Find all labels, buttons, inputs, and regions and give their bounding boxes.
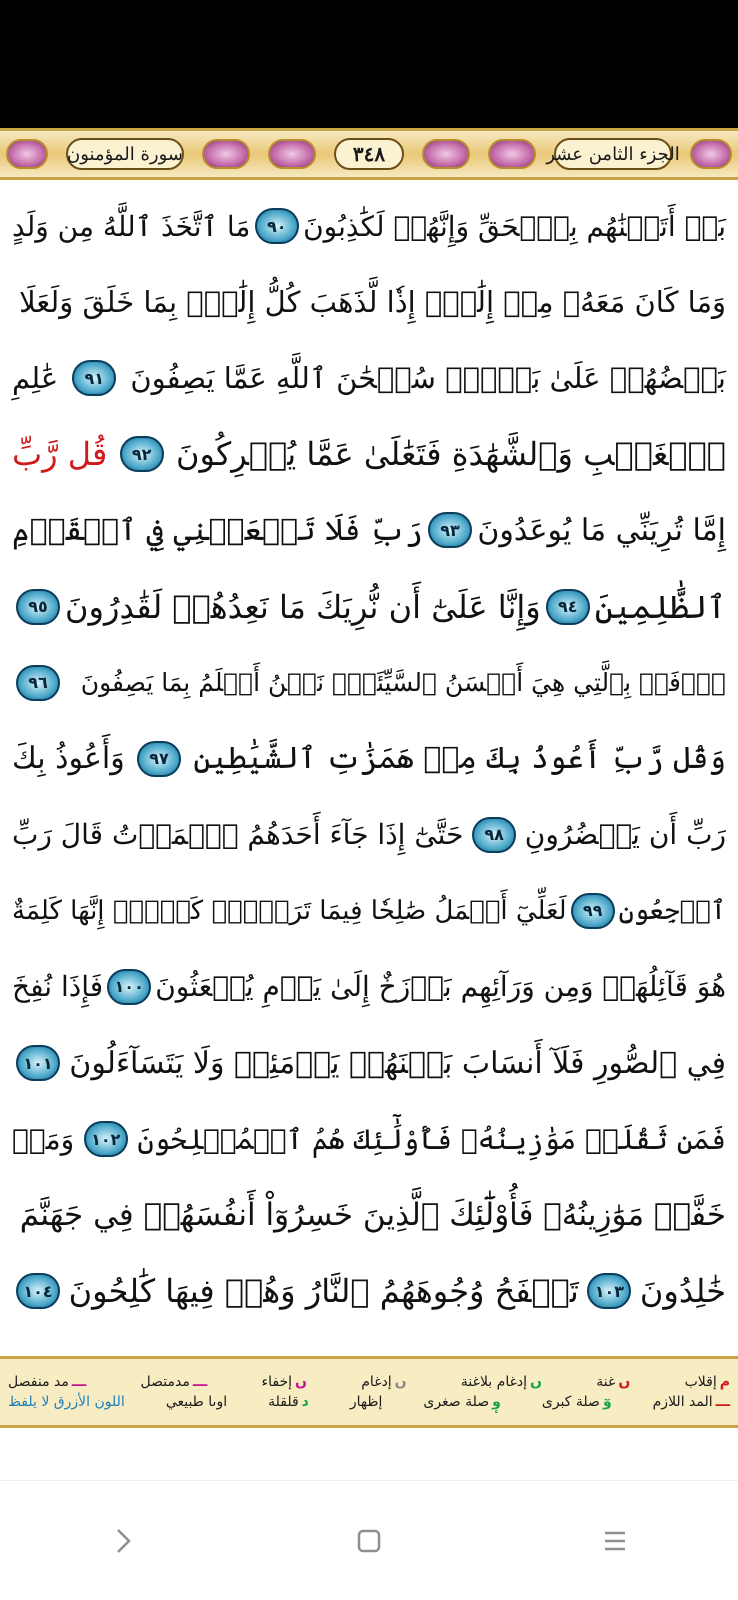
- square-icon: [355, 1527, 383, 1555]
- legend-label: مد منفصل: [8, 1374, 69, 1390]
- legend-label: صلة كبرى: [541, 1394, 600, 1410]
- legend-item: [361, 1374, 406, 1390]
- verse-line: [6, 645, 732, 721]
- ayah-number-marker[interactable]: ٩٦: [16, 665, 60, 701]
- legend-swatch-icon: ں: [618, 1374, 631, 1390]
- verse-text-segment: مَا ٱتَّخَذَ ٱللَّهُ مِن وَلَدٍ: [12, 209, 251, 243]
- ayah-number-marker[interactable]: ٩١: [72, 360, 116, 396]
- legend-item: [685, 1374, 730, 1390]
- legend-swatch-icon: ں: [394, 1374, 407, 1390]
- system-nav-bar: [0, 1480, 738, 1600]
- legend-item: [653, 1394, 730, 1410]
- legend-label: غنة: [596, 1374, 616, 1390]
- verse-line: [6, 1025, 732, 1101]
- ayah-number-marker[interactable]: ٩٠: [255, 208, 299, 244]
- legend-label: اوىا طبيعي: [165, 1394, 228, 1410]
- verse-text-segment: بَعۡضُهُمۡ عَلَىٰ بَعۡضٖۚ سُبۡحَٰنَ ٱللَّهِ عَمَّا يَصِفُونَ: [130, 361, 726, 396]
- ayah-number-marker[interactable]: ١٠٠: [107, 969, 151, 1005]
- status-bar: [0, 0, 738, 128]
- verse-text-segment: حَتَّىٰٓ إِذَا جَآءَ أَحَدَهُمُ ٱلۡمَوۡتُ قَالَ رَبِّ: [12, 818, 464, 852]
- legend-label: المد اللازم: [652, 1394, 713, 1410]
- verse-text-segment: رَبِّ فَلَا تَجۡعَلۡنِي فِي ٱلۡقَوۡمِ: [12, 512, 423, 548]
- verse-line: [6, 568, 732, 644]
- ornament-icon: [6, 139, 48, 169]
- chevron-right-icon: [112, 1526, 134, 1556]
- legend-label: قلقلة: [268, 1394, 299, 1410]
- legend-item: [461, 1374, 542, 1390]
- verse-line: [6, 721, 732, 797]
- verse-line: [6, 264, 732, 340]
- legend-label: إدغام بلاغنة: [460, 1374, 528, 1390]
- ayah-number-marker[interactable]: ١٠٢: [84, 1121, 128, 1157]
- menu-lines-icon: [601, 1527, 629, 1555]
- verse-text-segment: عَٰلِمِ: [12, 361, 59, 396]
- ayah-number-marker[interactable]: ٩٣: [428, 512, 472, 548]
- legend-swatch-icon: ـــ: [715, 1394, 730, 1410]
- ayah-number-marker[interactable]: ٩٧: [137, 741, 181, 777]
- page-number: ٣٤٨: [334, 138, 404, 170]
- legend-item: [596, 1374, 630, 1390]
- legend-label: إخفاء: [261, 1374, 293, 1390]
- verse-line: [6, 340, 732, 416]
- legend-swatch-icon: ـــ: [71, 1374, 87, 1390]
- verse-text-segment: ٱلظَّٰلِمِينَ: [594, 587, 726, 626]
- legend-swatch-icon: م: [719, 1374, 730, 1390]
- legend-label: إدغام: [361, 1374, 392, 1390]
- legend-swatch-icon: د: [301, 1394, 309, 1410]
- verse-line: [6, 873, 732, 949]
- legend-row: [8, 1374, 730, 1390]
- verse-line: [6, 1253, 732, 1329]
- legend-swatch-icon: ـــ: [192, 1374, 208, 1390]
- verse-text-segment: ٱدۡفَعۡ بِٱلَّتِي هِيَ أَحۡسَنُ ٱلسَّيِّئَةَۚ نَحۡنُ أَعۡلَمُ بِمَا يَصِفُونَ: [80, 668, 726, 698]
- surah-label: سورة المؤمنون: [66, 138, 184, 170]
- legend-label: إظهار: [349, 1394, 383, 1410]
- nav-back-button[interactable]: [93, 1511, 153, 1571]
- legend-label: مدمتصل: [140, 1374, 190, 1390]
- ayah-number-marker[interactable]: ١٠١: [16, 1045, 60, 1081]
- verse-line: [6, 1101, 732, 1177]
- legend-item: [268, 1394, 309, 1410]
- verse-text-segment: خَفَّتۡ مَوَٰزِينُهُۥ فَأُوْلَٰٓئِكَ ٱلَّذِينَ خَسِرُوٓاْ أَنفُسَهُمۡ فِي جَهَنَّمَ: [19, 1197, 726, 1234]
- verse-line: [6, 416, 732, 492]
- ornament-icon: [690, 139, 732, 169]
- nav-recents-button[interactable]: [585, 1511, 645, 1571]
- legend-item: [350, 1394, 383, 1410]
- verse-text-segment: فِي ٱلصُّورِ فَلَآ أَنسَابَ بَيۡنَهُمۡ يَوۡمَئِذٖ وَلَا يَتَسَآءَلُونَ: [69, 1045, 726, 1081]
- ayah-number-marker[interactable]: ٩٤: [546, 589, 590, 625]
- ayah-number-marker[interactable]: ٩٨: [472, 817, 516, 853]
- ayah-number-marker[interactable]: ٩٩: [571, 893, 615, 929]
- verse-text-segment: هُوَ قَآئِلُهَاۖ وَمِن وَرَآئِهِم بَرۡزَخٌ إِلَىٰ يَوۡمِ يُبۡعَثُونَ: [155, 970, 726, 1004]
- legend-item: [262, 1374, 307, 1390]
- page-header: [0, 128, 738, 180]
- verse-text-segment: إِمَّا تُرِيَنِّي مَا يُوعَدُونَ: [477, 512, 726, 548]
- nav-home-button[interactable]: [339, 1511, 399, 1571]
- ayah-number-marker[interactable]: ٩٢: [120, 436, 164, 472]
- verse-line: [6, 492, 732, 568]
- verse-text-segment: فَمَن ثَقُلَتۡ مَوَٰزِينُهُۥ فَأُوْلَٰٓئِكَ هُمُ ٱلۡمُفۡلِحُونَ: [137, 1122, 726, 1156]
- legend-item: [542, 1394, 612, 1410]
- ayah-number-marker[interactable]: ١٠٣: [587, 1273, 631, 1309]
- verse-text-segment: رَبِّ أَن يَحۡضُرُونِ: [524, 818, 726, 852]
- mushaf-page: [0, 128, 738, 1428]
- ayah-number-marker[interactable]: ١٠٤: [16, 1273, 60, 1309]
- legend-item: [141, 1374, 208, 1390]
- legend-item: [423, 1394, 501, 1410]
- verse-text-segment: قُل رَّبِّ: [12, 435, 108, 474]
- verse-text-segment: وَمَا كَانَ مَعَهُۥ مِنۡ إِلَٰهٍۚ إِذٗا لَّذَهَبَ كُلُّ إِلَٰهِۭ بِمَا خَلَقَ وَلَعَلَا: [19, 285, 726, 320]
- verse-text-segment: فَإِذَا نُفِخَ: [12, 970, 104, 1004]
- legend-label: إقلاب: [684, 1374, 717, 1390]
- verse-line: [6, 188, 732, 264]
- tajweed-legend: [0, 1356, 738, 1428]
- legend-swatch-icon: ں: [530, 1374, 542, 1390]
- verse-line: [6, 949, 732, 1025]
- legend-row: [8, 1394, 730, 1410]
- verse-text-segment: تَلۡفَحُ وُجُوهَهُمُ ٱلنَّارُ وَهُمۡ فِيهَا كَٰلِحُونَ: [68, 1272, 579, 1311]
- verse-text-segment: وَمَنۡ: [12, 1122, 75, 1156]
- legend-swatch-icon: وٕ: [492, 1394, 501, 1410]
- verse-text-segment: بَلۡ أَتَيۡنَٰهُم بِٱلۡحَقِّ وَإِنَّهُمۡ لَكَٰذِبُونَ: [303, 209, 726, 243]
- ornament-icon: [488, 139, 536, 169]
- verse-text-segment: لَعَلِّيٓ أَعۡمَلُ صَٰلِحٗا فِيمَا تَرَكۡتُۚ كَلَّآۚ إِنَّهَا كَلِمَةٌ: [11, 895, 567, 926]
- verse-line: [6, 1177, 732, 1253]
- verse-text-area[interactable]: [6, 188, 732, 1330]
- legend-item: [8, 1374, 86, 1390]
- legend-item: [8, 1394, 125, 1410]
- juz-label: الجزء الثامن عشر: [554, 138, 672, 170]
- verse-text-segment: ٱرۡجِعُونِ: [618, 895, 726, 926]
- ornament-icon: [422, 139, 470, 169]
- legend-label: اللون الأزرق لا يلفظ: [8, 1394, 125, 1410]
- verse-text-segment: وَإِنَّا عَلَىٰٓ أَن نُّرِيَكَ مَا نَعِدُهُمۡ لَقَٰدِرُونَ: [65, 587, 541, 626]
- legend-label: صلة صغرى: [423, 1394, 490, 1410]
- legend-swatch-icon: وٓ: [602, 1394, 612, 1410]
- ornament-icon: [202, 139, 250, 169]
- verse-text-segment: خَٰلِدُونَ: [639, 1272, 726, 1311]
- verse-text-segment: وَقُل رَّبِّ أَعُوذُ بِكَ مِنۡ هَمَزَٰتِ ٱلشَّيَٰطِينِ: [193, 741, 726, 777]
- verse-line: [6, 797, 732, 873]
- verse-text-segment: وَأَعُوذُ بِكَ: [12, 741, 125, 777]
- legend-swatch-icon: ں: [295, 1374, 307, 1390]
- ayah-number-marker[interactable]: ٩٥: [16, 589, 60, 625]
- ornament-icon: [268, 139, 316, 169]
- legend-item: [166, 1394, 227, 1410]
- verse-text-segment: ٱلۡغَيۡبِ وَٱلشَّهَٰدَةِ فَتَعَٰلَىٰ عَمَّا يُشۡرِكُونَ: [175, 435, 726, 474]
